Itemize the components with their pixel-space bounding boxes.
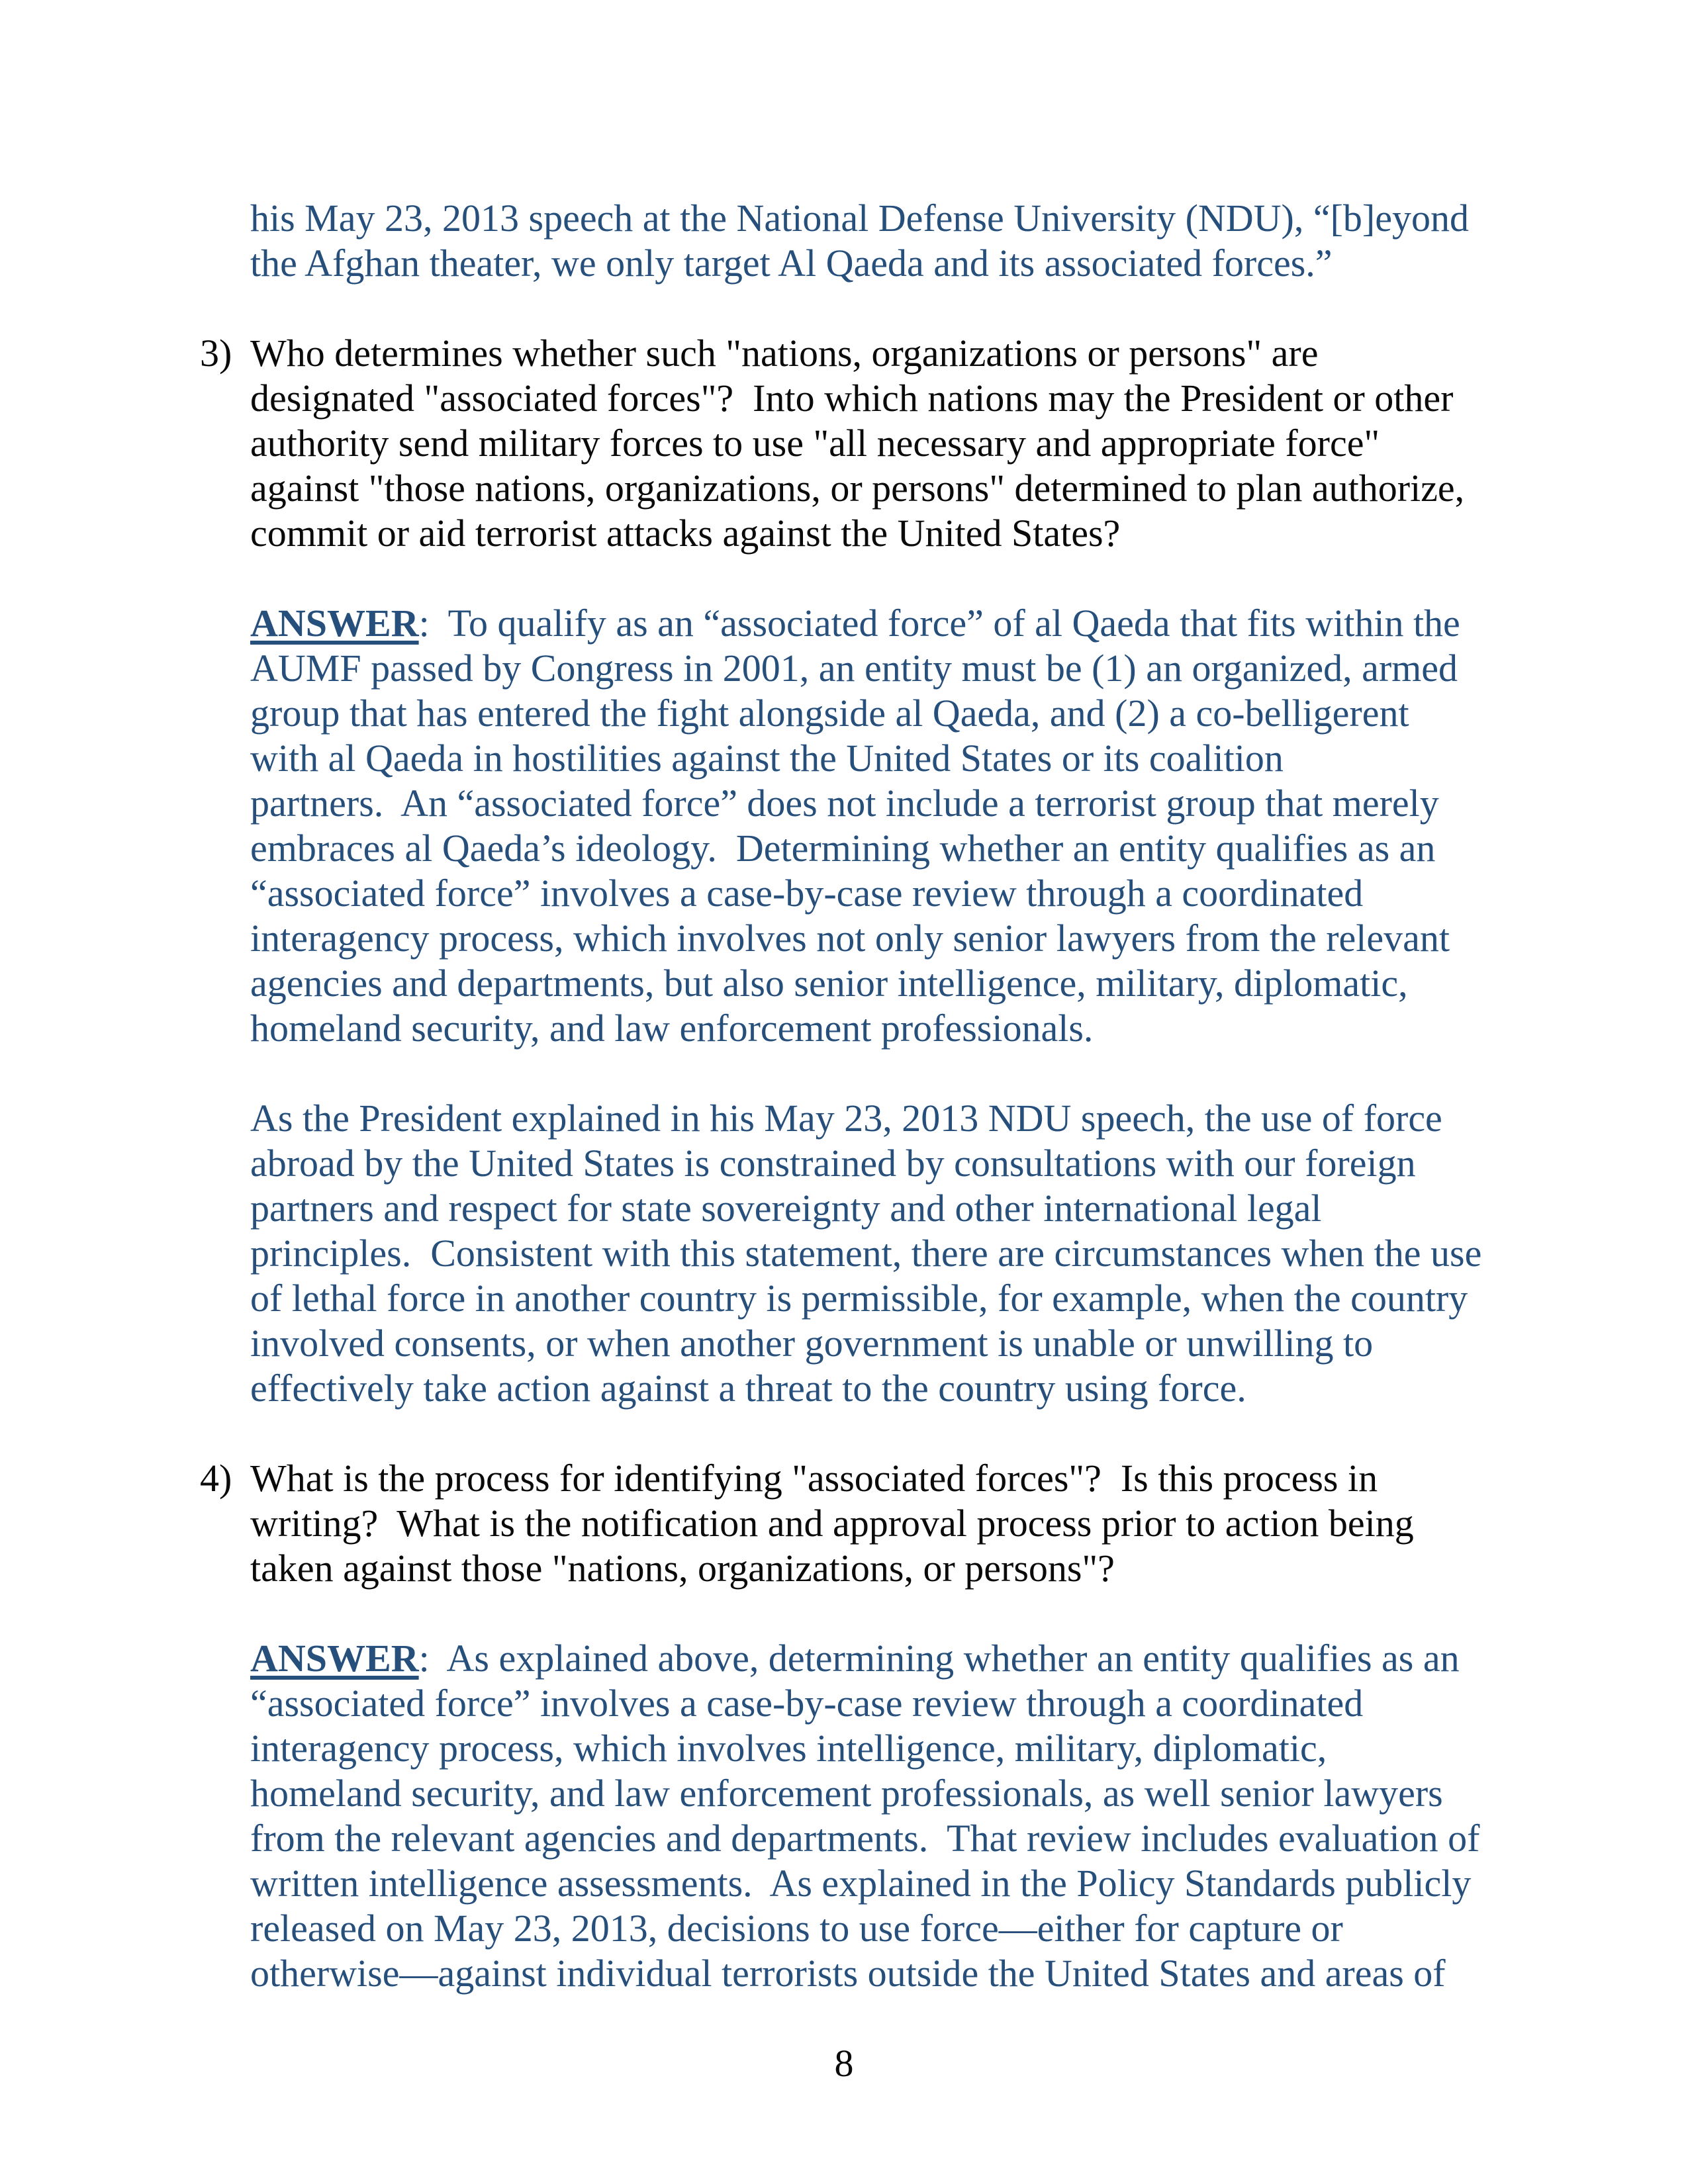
list-number: 3) [200,332,232,375]
text-line: interagency process, which involves not only senior lawyers from the relevant [250,917,1450,960]
paragraph-block [250,1096,1481,1411]
text-line [250,601,1481,646]
text-line: written intelligence assessments. As explained in the Policy Standards publicly [250,1862,1472,1905]
text-line: AUMF passed by Congress in 2001, an entity must be (1) an organized, armed [250,647,1458,690]
text-line: with al Qaeda in hostilities against the United States or its coalition [250,737,1284,780]
text-line: 3) Who determines whether such "nations, organizations or persons" are [200,332,1319,375]
question-block [200,331,1481,556]
text-line: authority send military forces to use "all necessary and appropriate force" [250,422,1380,465]
text-line: taken against those "nations, organizations, or persons"? [250,1547,1115,1590]
answer-label: ANSWER [250,602,419,645]
list-number: 4) [200,1457,232,1500]
text-line: from the relevant agencies and departments. That review includes evaluation of [250,1817,1480,1860]
page-content [200,196,1482,1996]
text-line: group that has entered the fight alongside al Qaeda, and (2) a co-belligerent [250,692,1409,735]
paragraph-block [250,196,1481,286]
text-line: designated "associated forces"? Into which nations may the President or other [250,377,1454,420]
text-line: effectively take action against a threat to the country using force. [250,1367,1246,1410]
text-line [250,1636,1481,1681]
text-line: of lethal force in another country is permissible, for example, when the country [250,1277,1468,1320]
answer-first-line-text: : To qualify as an “associated force” of al Qaeda that fits within the [418,602,1460,645]
text-line: “associated force” involves a case-by-case review through a coordinated [250,872,1364,915]
text-line: his May 23, 2013 speech at the National Defense University (NDU), “[b]eyond [250,197,1469,240]
text-line: the Afghan theater, we only target Al Qaeda and its associated forces.” [250,242,1333,285]
text-line: released on May 23, 2013, decisions to use force—either for capture or [250,1907,1343,1950]
text-line: involved consents, or when another government is unable or unwilling to [250,1322,1374,1365]
answer-block [250,601,1481,1051]
text-line: principles. Consistent with this statement, there are circumstances when the use [250,1232,1482,1275]
question-block [200,1456,1481,1591]
answer-first-line-text: : As explained above, determining whether an entity qualifies as an [418,1637,1460,1680]
text-line: interagency process, which involves intelligence, military, diplomatic, [250,1727,1327,1770]
page-number: 8 [834,2042,854,2085]
text-line: writing? What is the notification and approval process prior to action being [250,1502,1414,1545]
text-line: against "those nations, organizations, or persons" determined to plan authorize, [250,467,1465,510]
text-line: As the President explained in his May 23, 2013 NDU speech, the use of force [250,1097,1442,1140]
text-line: abroad by the United States is constrained by consultations with our foreign [250,1142,1416,1185]
text-line: partners. An “associated force” does not include a terrorist group that merely [250,782,1439,825]
text-line: partners and respect for state sovereignty and other international legal [250,1187,1322,1230]
text-line: commit or aid terrorist attacks against the United States? [250,512,1121,555]
answer-label: ANSWER [250,1637,419,1680]
text-line: homeland security, and law enforcement professionals. [250,1007,1094,1050]
answer-block [250,1636,1481,1996]
text-line: 4) What is the process for identifying "associated forces"? Is this process in [200,1457,1378,1500]
text-line: homeland security, and law enforcement professionals, as well senior lawyers [250,1772,1443,1815]
text-line: “associated force” involves a case-by-case review through a coordinated [250,1682,1364,1725]
text-line: otherwise—against individual terrorists outside the United States and areas of [250,1952,1446,1995]
text-line: embraces al Qaeda’s ideology. Determining whether an entity qualifies as an [250,827,1436,870]
text-line: agencies and departments, but also senior intelligence, military, diplomatic, [250,962,1408,1005]
